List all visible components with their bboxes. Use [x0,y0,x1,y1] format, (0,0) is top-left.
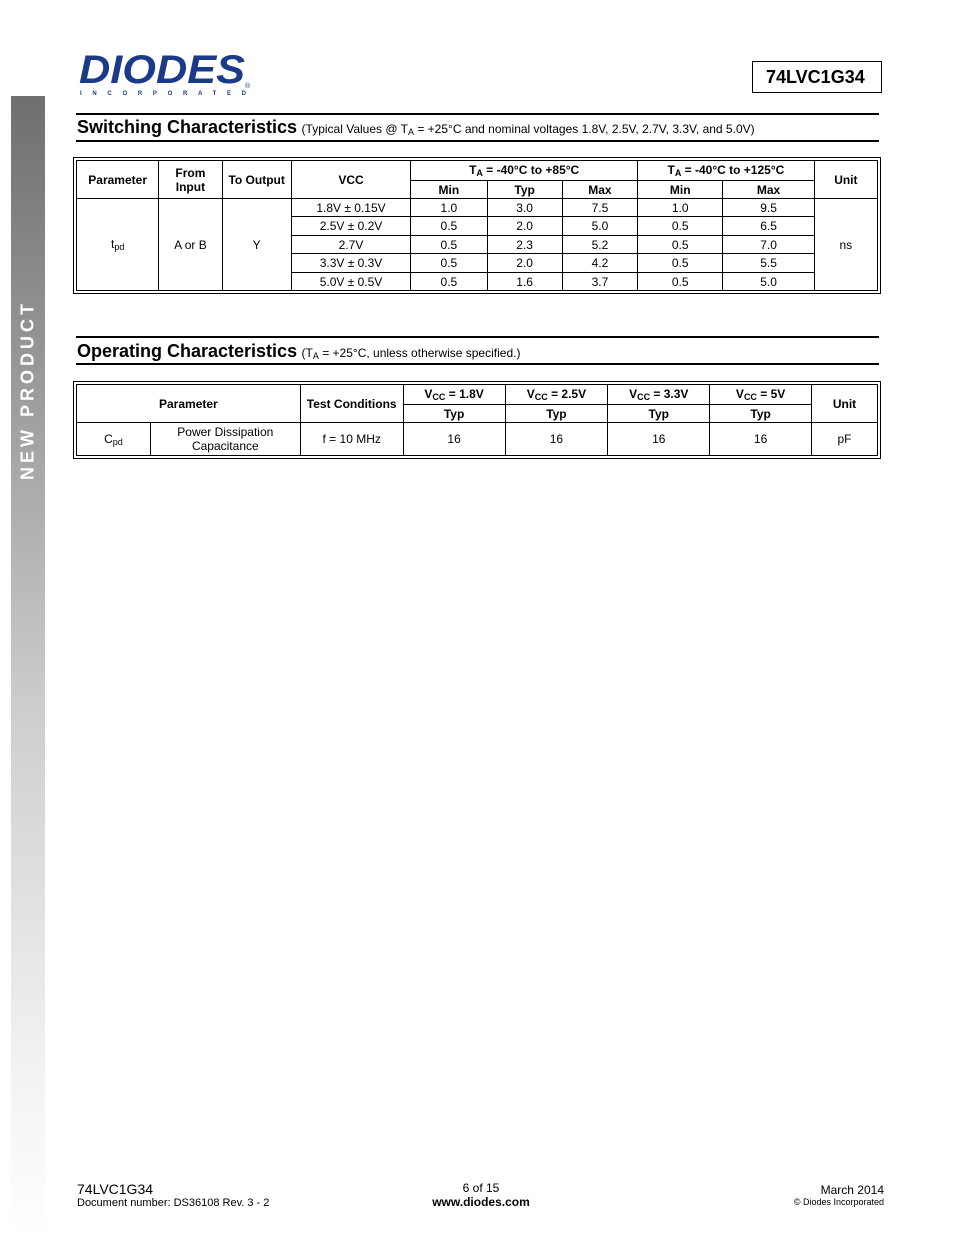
vcc-value: 1.8V ± 0.15V [291,199,410,217]
max2-value: 5.5 [723,254,814,273]
cpd-5v-value: 16 [710,423,812,456]
switching-conditions: (Typical Values @ $T_A = +25^\circ C$ and nominal voltages 1.8V, 2.5V, 2.7V, 3.3V, and 5.0V) [301,122,755,137]
footer-part: 74LVC1G34 [77,1181,154,1197]
from-input-value: A or B [159,199,222,291]
footer-copyright: © Diodes Incorporated [793,1197,884,1207]
param-name: Power Dissipation Capacitance [150,423,300,456]
typ1-value: 2.3 [487,236,562,254]
svg-text:®: ® [245,83,251,90]
header-vcc-1v8: $V_{CC} = 1.8V$ [403,385,505,405]
param-tpd: $t_{pd}$ [77,199,159,291]
header-to-output: To Output [222,161,291,199]
min2-value: 0.5 [638,254,723,273]
sidebar-label: NEW PRODUCT [17,300,38,480]
switching-table [76,160,878,291]
header-min: Min [638,181,723,199]
operating-table [76,384,878,456]
switching-title: Switching Characteristics [77,117,298,137]
header-typ: Typ [487,181,562,199]
table-row [77,199,878,217]
max1-value: 5.2 [562,236,637,254]
operating-conditions: ($T_A = +25^\circ C$, unless otherwise specified.) [301,346,521,361]
header-range-85: $T_A = -40^\circ C$ to +85°C [411,161,638,181]
cpd-2v5-value: 16 [505,423,608,456]
header-typ: Typ [505,405,608,423]
footer-page: 6 of 15 [462,1181,500,1195]
max2-value: 7.0 [723,236,814,254]
header-vcc: VCC [291,161,410,199]
footer-center [380,1181,582,1209]
max2-value: 9.5 [723,199,814,217]
footer-right [700,1181,884,1207]
header-max: Max [562,181,637,199]
min2-value: 1.0 [638,199,723,217]
min1-value: 0.5 [411,217,487,236]
header-unit: Unit [812,385,878,423]
header-max: Max [723,181,814,199]
test-condition-value: f = 10 MHz [300,423,403,456]
switching-section-header [76,113,879,142]
table-row [77,423,878,456]
footer-date: March 2014 [820,1183,884,1197]
max1-value: 3.7 [562,273,637,291]
header-min: Min [411,181,487,199]
typ1-value: 2.0 [487,254,562,273]
vcc-value: 2.5V ± 0.2V [291,217,410,236]
cpd-1v8-value: 16 [403,423,505,456]
header-typ: Typ [608,405,710,423]
min1-value: 0.5 [411,273,487,291]
vcc-value: 2.7V [291,236,410,254]
min2-value: 0.5 [638,217,723,236]
min1-value: 1.0 [411,199,487,217]
min1-value: 0.5 [411,236,487,254]
param-cpd: $C_{pd}$ [77,423,151,456]
header-vcc-2v5: $V_{CC} = 2.5V$ [505,385,608,405]
vcc-value: 5.0V ± 0.5V [291,273,410,291]
min2-value: 0.5 [638,273,723,291]
vcc-value: 3.3V ± 0.3V [291,254,410,273]
operating-title: Operating Characteristics [77,341,298,361]
header-unit: Unit [814,161,877,199]
footer-left [77,1181,269,1209]
header-vcc-3v3: $V_{CC} = 3.3V$ [608,385,710,405]
header-vcc-5v: $V_{CC} = 5V$ [710,385,812,405]
svg-text:DIODES: DIODES [79,50,246,92]
to-output-value: Y [222,199,291,291]
typ1-value: 2.0 [487,217,562,236]
header-parameter: Parameter [77,385,301,423]
part-number-box: 74LVC1G34 [752,61,882,93]
diodes-logo [78,50,253,98]
max1-value: 5.0 [562,217,637,236]
svg-text:INCORPORATED: INCORPORATED [80,91,246,97]
min2-value: 0.5 [638,236,723,254]
unit-value: ns [814,199,877,291]
header-test-conditions: Test Conditions [300,385,403,423]
typ1-value: 3.0 [487,199,562,217]
operating-section-header [76,336,879,365]
max1-value: 7.5 [562,199,637,217]
footer-url[interactable]: www.diodes.com [432,1195,530,1209]
header-typ: Typ [710,405,812,423]
header-from-input: From Input [159,161,222,199]
footer-doc-number: Document number: DS36108 Rev. 3 - 2 [77,1197,270,1209]
max2-value: 5.0 [723,273,814,291]
cpd-3v3-value: 16 [608,423,710,456]
min1-value: 0.5 [411,254,487,273]
typ1-value: 1.6 [487,273,562,291]
header-range-125: $T_A = -40^\circ C$ to +125°C [638,161,815,181]
header-typ: Typ [403,405,505,423]
unit-value: pF [812,423,878,456]
max2-value: 6.5 [723,217,814,236]
max1-value: 4.2 [562,254,637,273]
header-parameter: Parameter [77,161,159,199]
